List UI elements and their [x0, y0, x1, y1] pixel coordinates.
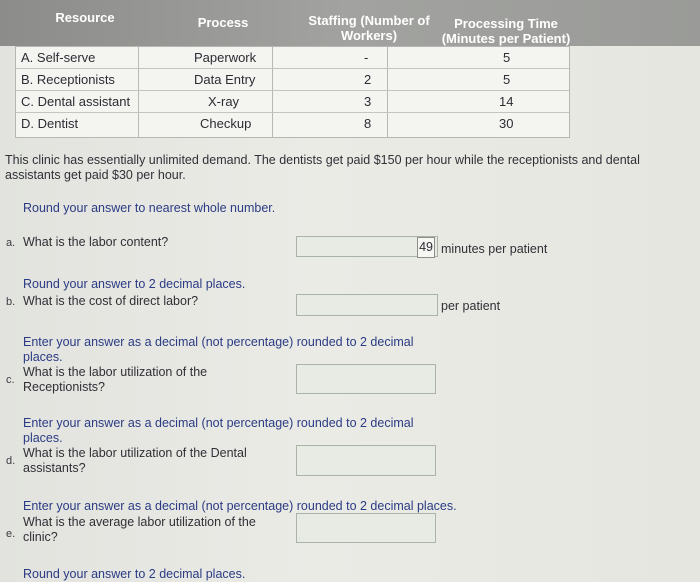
table-row	[16, 69, 569, 91]
question-d-text: What is the labor utilization of the Dental assistants?	[23, 446, 247, 475]
cell-process: Paperwork	[194, 50, 257, 65]
answer-a-value[interactable]: 49	[417, 237, 435, 258]
cell-time: 5	[503, 50, 511, 65]
header-processing-time: Processing Time (Minutes per Patient)	[441, 16, 571, 46]
data-table	[15, 46, 570, 138]
hint-a: Round your answer to nearest whole number.	[23, 201, 276, 215]
cell-process: Data Entry	[194, 72, 256, 87]
header-resource: Resource	[55, 10, 115, 25]
hint-b: Round your answer to 2 decimal places.	[23, 277, 246, 291]
cell-time: 30	[499, 116, 514, 131]
cell-staffing: 2	[364, 72, 372, 87]
header-process: Process	[197, 15, 249, 30]
table-row	[16, 47, 569, 69]
cell-time: 14	[499, 94, 514, 109]
question-e-text: What is the average labor utilization of the clinic?	[23, 515, 256, 544]
problem-intro: This clinic has essentially unlimited demand. The dentists get paid $150 per hour while the receptionists and dental assistants get paid $30 per hour.	[5, 153, 640, 182]
cell-resource: B. Receptionists	[21, 72, 115, 87]
question-a-text: What is the labor content?	[23, 235, 169, 249]
answer-d-input[interactable]	[296, 445, 436, 476]
header-staffing: Staffing (Number of Workers)	[308, 13, 430, 43]
cell-staffing: 8	[364, 116, 372, 131]
cell-resource: D. Dentist	[21, 116, 79, 131]
answer-a-input[interactable]	[296, 236, 438, 257]
unit-a: minutes per patient	[441, 242, 548, 256]
cell-process: X-ray	[208, 94, 240, 109]
hint-d: Enter your answer as a decimal (not percentage) rounded to 2 decimal places.	[23, 416, 414, 445]
cell-staffing: -	[364, 50, 369, 65]
cell-staffing: 3	[364, 94, 372, 109]
table-header	[0, 0, 700, 46]
table-row	[16, 113, 569, 135]
answer-e-input[interactable]	[296, 513, 436, 543]
question-letter-b: b.	[6, 296, 16, 308]
question-letter-d: d.	[6, 455, 16, 467]
hint-f: Round your answer to 2 decimal places.	[23, 567, 246, 581]
cell-resource: C. Dental assistant	[21, 94, 131, 109]
table-row	[16, 91, 569, 113]
answer-c-input[interactable]	[296, 364, 436, 394]
question-c-text: What is the labor utilization of the Receptionists?	[23, 365, 208, 394]
question-letter-e: e.	[6, 528, 16, 540]
question-b-text: What is the cost of direct labor?	[23, 294, 199, 308]
hint-c: Enter your answer as a decimal (not percentage) rounded to 2 decimal places.	[23, 335, 414, 364]
cell-resource: A. Self-serve	[21, 50, 96, 65]
answer-b-input[interactable]	[296, 294, 438, 316]
cell-process: Checkup	[200, 116, 252, 131]
question-letter-a: a.	[6, 237, 16, 249]
question-letter-c: c.	[6, 374, 15, 386]
hint-e: Enter your answer as a decimal (not percentage) rounded to 2 decimal places.	[23, 499, 457, 513]
cell-time: 5	[503, 72, 511, 87]
unit-b: per patient	[441, 299, 501, 313]
